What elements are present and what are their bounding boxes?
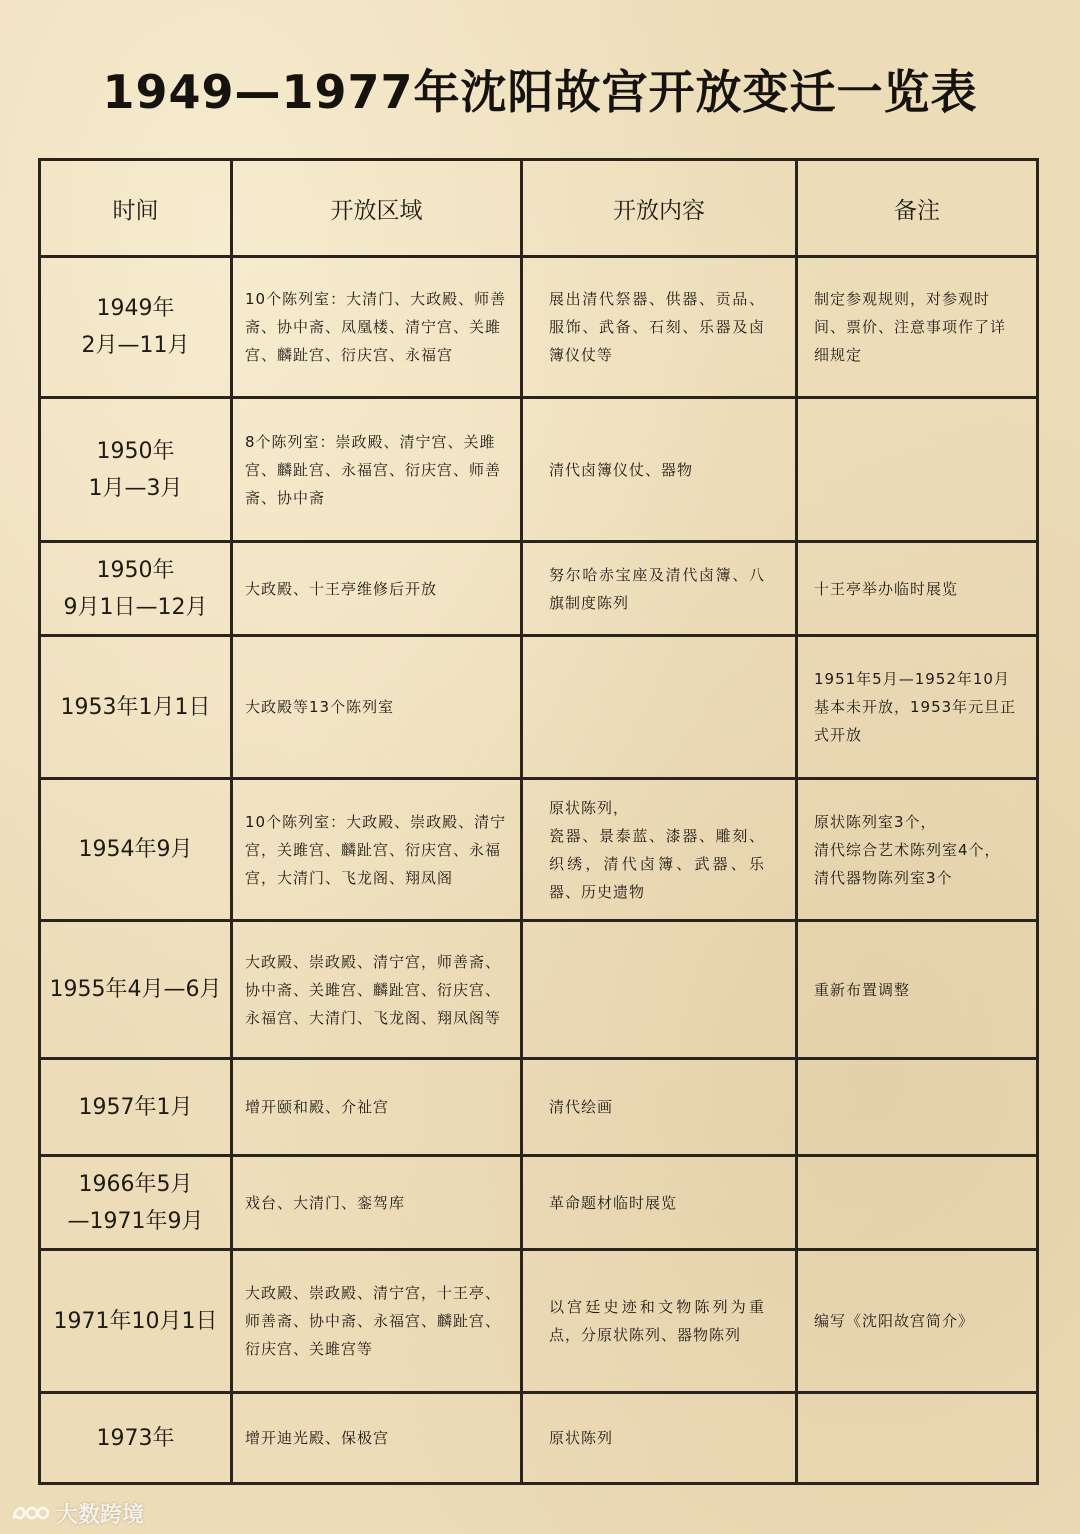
watermark-text: 大数跨境 — [56, 1502, 145, 1528]
table-row — [40, 1059, 1038, 1156]
cell-area — [232, 1156, 522, 1250]
time-text: 1950年 9月1日—12月 — [63, 557, 208, 620]
area-text: 8个陈列室：崇政殿、清宁宫、关雎宫、麟趾宫、永福宫、衍庆宫、师善斋、协中斋 — [245, 432, 502, 507]
table-row — [40, 779, 1038, 921]
table-row — [40, 542, 1038, 636]
area-text: 戏台、大清门、銮驾库 — [245, 1193, 406, 1212]
content-text: 原状陈列 — [549, 1429, 614, 1447]
cell-note — [797, 542, 1038, 636]
cell-time — [40, 1393, 232, 1484]
cell-time — [40, 398, 232, 542]
time-text: 1954年9月 — [78, 837, 193, 862]
header-note: 备注 — [797, 160, 1038, 257]
time-text: 1966年5月 —1971年9月 — [67, 1171, 204, 1234]
cell-time — [40, 257, 232, 398]
area-text: 大政殿、十王亭维修后开放 — [245, 579, 438, 598]
cell-content — [522, 1250, 797, 1393]
cell-area — [232, 257, 522, 398]
cell-note — [797, 636, 1038, 779]
table-row — [40, 636, 1038, 779]
cell-area — [232, 636, 522, 779]
cell-content — [522, 1393, 797, 1484]
content-text: 原状陈列， 瓷器、景泰蓝、漆器、雕刻、织绣，清代卤簿、武器、乐器、历史遗物 — [549, 798, 765, 901]
table-row — [40, 1250, 1038, 1393]
cell-content — [522, 779, 797, 921]
cell-note — [797, 1059, 1038, 1156]
note-text: 原状陈列室3个， 清代综合艺术陈列室4个， 清代器物陈列室3个 — [814, 812, 1001, 887]
cell-time — [40, 1156, 232, 1250]
watermark — [10, 1498, 144, 1528]
cell-note — [797, 1393, 1038, 1484]
cell-area — [232, 1250, 522, 1393]
time-text: 1971年10月1日 — [53, 1308, 218, 1334]
watermark-logo-icon — [10, 1501, 50, 1525]
time-text: 1973年 — [96, 1425, 175, 1451]
time-text: 1950年 1月—3月 — [88, 438, 183, 501]
note-text: 重新布置调整 — [814, 980, 911, 999]
area-text: 10个陈列室：大政殿、崇政殿、清宁宫，关雎宫、麟趾宫、衍庆宫、永福宫，大清门、飞龙阁、翔凤阁 — [245, 812, 507, 887]
cell-content — [522, 636, 797, 779]
content-text: 清代绘画 — [549, 1098, 614, 1116]
area-text: 大政殿、崇政殿、清宁宫，十王亭、师善斋、协中斋、永福宫、麟趾宫、衍庆宫、关雎宫等 — [245, 1284, 502, 1358]
cell-note — [797, 257, 1038, 398]
cell-content — [522, 257, 797, 398]
content-text: 展出清代祭器、供器、贡品、服饰、武备、石刻、乐器及卤簿仪仗等 — [549, 290, 765, 364]
header-content: 开放内容 — [522, 160, 797, 257]
cell-time — [40, 636, 232, 779]
time-text: 1955年4月—6月 — [49, 977, 222, 1002]
cell-time — [40, 1250, 232, 1393]
cell-note — [797, 1156, 1038, 1250]
note-text: 1951年5月—1952年10月基本未开放，1953年元旦正式开放 — [814, 670, 1017, 744]
note-text: 十王亭举办临时展览 — [814, 579, 959, 598]
cell-note — [797, 779, 1038, 921]
time-text: 1957年1月 — [78, 1094, 193, 1120]
cell-area — [232, 542, 522, 636]
time-text: 1949年 2月—11月 — [81, 296, 190, 358]
note-text: 编写《沈阳故宫简介》 — [814, 1312, 975, 1330]
area-text: 增开颐和殿、介祉宫 — [245, 1098, 390, 1116]
content-text: 革命题材临时展览 — [549, 1193, 678, 1212]
table-row — [40, 398, 1038, 542]
cell-time — [40, 921, 232, 1059]
cell-note — [797, 921, 1038, 1059]
cell-content — [522, 398, 797, 542]
content-text: 清代卤簿仪仗、器物 — [549, 460, 694, 479]
table-row — [40, 921, 1038, 1059]
cell-time — [40, 779, 232, 921]
cell-content — [522, 1059, 797, 1156]
cell-time — [40, 542, 232, 636]
table-row — [40, 257, 1038, 398]
content-text: 以宫廷史迹和文物陈列为重点，分原状陈列、器物陈列 — [549, 1298, 765, 1344]
area-text: 大政殿、崇政殿、清宁宫，师善斋、协中斋、关雎宫、麟趾宫、衍庆宫、永福宫、大清门、飞龙阁、翔凤阁等 — [245, 952, 502, 1027]
table-header-row — [40, 160, 1038, 257]
cell-content — [522, 921, 797, 1059]
cell-note — [797, 1250, 1038, 1393]
cell-area — [232, 1059, 522, 1156]
cell-content — [522, 542, 797, 636]
header-time: 时间 — [40, 160, 232, 257]
cell-area — [232, 779, 522, 921]
area-text: 增开迪光殿、保极宫 — [245, 1429, 390, 1447]
cell-content — [522, 1156, 797, 1250]
cell-area — [232, 1393, 522, 1484]
cell-note — [797, 398, 1038, 542]
note-text: 制定参观规则，对参观时间、票价、注意事项作了详细规定 — [814, 290, 1007, 364]
page-title: 1949—1977年沈阳故宫开放变迁一览表 — [102, 65, 978, 119]
timeline-table — [38, 158, 1039, 1485]
cell-area — [232, 398, 522, 542]
cell-area — [232, 921, 522, 1059]
cell-time — [40, 1059, 232, 1156]
table-row — [40, 1393, 1038, 1484]
content-text: 努尔哈赤宝座及清代卤簿、八旗制度陈列 — [549, 565, 765, 612]
table-row — [40, 1156, 1038, 1250]
area-text: 10个陈列室：大清门、大政殿、师善斋、协中斋、凤凰楼、清宁宫、关雎宫、麟趾宫、衍庆宫、永福宫 — [245, 290, 507, 364]
area-text: 大政殿等13个陈列室 — [245, 698, 395, 716]
header-area: 开放区域 — [232, 160, 522, 257]
time-text: 1953年1月1日 — [60, 694, 211, 720]
